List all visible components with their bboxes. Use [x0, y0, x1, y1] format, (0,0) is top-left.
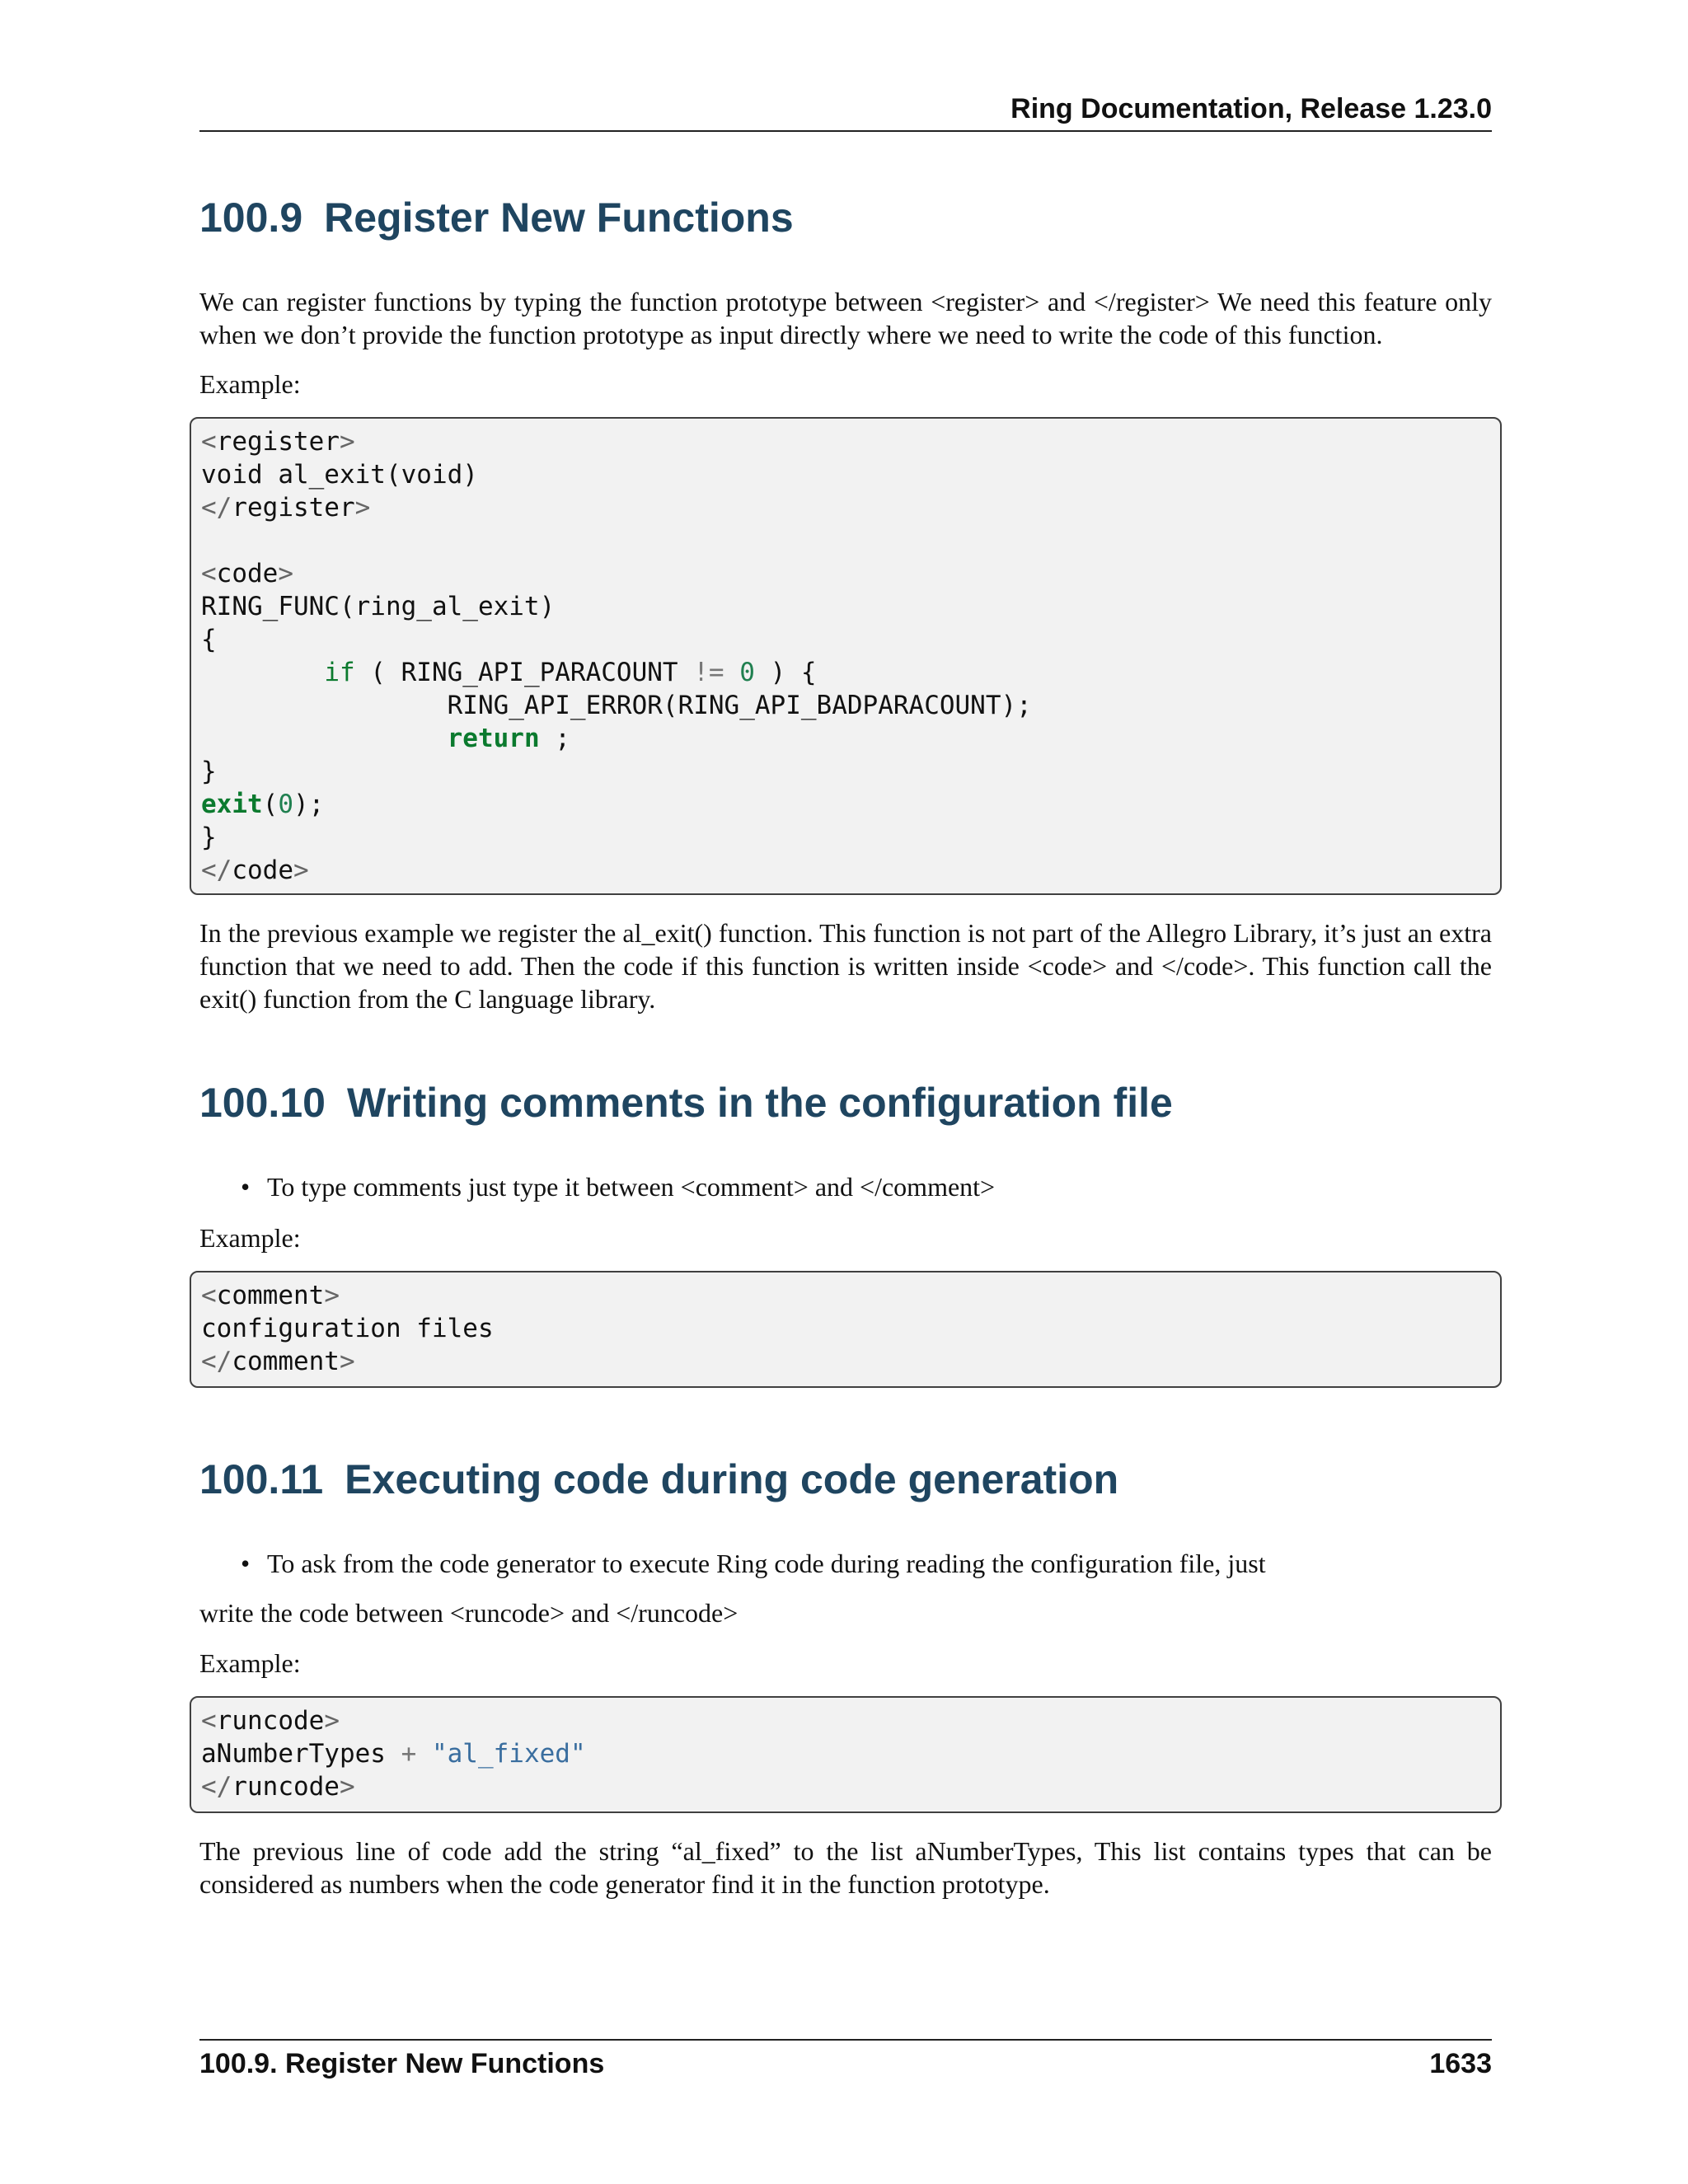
code-tag: register [216, 427, 340, 457]
code-tag: register [232, 493, 355, 523]
code-block-runcode [190, 1696, 1502, 1813]
code-line: exit(0); [201, 790, 325, 819]
footer-section-title: 100.9. Register New Functions [199, 2048, 605, 2079]
code-line: RING_API_ERROR(RING_API_BADPARACOUNT); [201, 691, 1032, 720]
bullet-text: To ask from the code generator to execute Ring code during reading the configuration file, just [267, 1549, 1266, 1578]
running-header: Ring Documentation, Release 1.23.0 [1010, 93, 1492, 124]
section-number: 100.9 [199, 194, 303, 241]
document-page [199, 0, 1492, 2184]
code-line: <runcode> [201, 1706, 340, 1736]
section-title: Register New Functions [324, 194, 794, 241]
code-line: </code> [201, 855, 309, 885]
section-heading-100-10 [199, 1076, 1173, 1129]
code-line: if ( RING_API_PARACOUNT != 0 ) { [324, 658, 817, 687]
code-tag: runcode [232, 1772, 340, 1802]
section-title: Writing comments in the configuration file [346, 1080, 1173, 1126]
intro-paragraph: We can register functions by typing the function prototype between <register> and </register> We need this feature only when we don’t provide the function prototype as input directly where we need to write the code of this function. [199, 287, 1492, 349]
code-tag: code [232, 855, 293, 885]
example-label: Example: [199, 369, 301, 399]
code-line: aNumberTypes + "al_fixed" [201, 1739, 586, 1769]
section-heading-100-9 [199, 191, 794, 244]
header-rule [199, 130, 1492, 132]
code-line: <comment> [201, 1281, 340, 1310]
code-line: </runcode> [201, 1772, 355, 1802]
page-number: 1633 [1429, 2048, 1492, 2079]
code-block-register [190, 417, 1502, 895]
explanation-paragraph: In the previous example we register the al_exit() function. This function is not part of the Allegro Library, it’s just an extra function that we need to add. Then the code if this function is written inside <code> and </code>. This function call the exit() function from the C language library. [199, 918, 1492, 1014]
code-line: return ; [447, 724, 570, 753]
code-line: void al_exit(void) [201, 460, 478, 490]
code-tag: comment [216, 1281, 325, 1310]
code-tag: code [216, 559, 279, 588]
code-line: <register> [201, 427, 355, 457]
example-label: Example: [199, 1648, 301, 1678]
code-line: <code> [201, 559, 293, 588]
bullet-icon: • [241, 1172, 251, 1202]
code-line: </register> [201, 493, 371, 523]
code-line: } [201, 757, 217, 786]
example-label: Example: [199, 1223, 301, 1253]
continuation-paragraph: write the code between <runcode> and </runcode> [199, 1598, 738, 1628]
section-title: Executing code during code generation [345, 1456, 1119, 1502]
code-block-comment [190, 1271, 1502, 1388]
code-line: { [201, 625, 217, 654]
section-number: 100.11 [199, 1456, 324, 1502]
code-tag: runcode [216, 1706, 325, 1736]
bullet-item [241, 1547, 1266, 1580]
section-number: 100.10 [199, 1080, 326, 1126]
code-line: RING_FUNC(ring_al_exit) [201, 592, 556, 621]
code-line: } [201, 823, 217, 852]
footer-rule [199, 2039, 1492, 2041]
bullet-text: To type comments just type it between <comment> and </comment> [267, 1172, 996, 1202]
code-line: </comment> [201, 1347, 355, 1376]
section-heading-100-11 [199, 1453, 1118, 1506]
code-tag: comment [232, 1347, 340, 1376]
closing-paragraph: The previous line of code add the string “al_fixed” to the list aNumberTypes, This list contains types that can be considered as numbers when the code generator find it in the function prototype. [199, 1836, 1492, 1899]
code-line-blank [201, 524, 1500, 557]
bullet-icon: • [241, 1549, 251, 1578]
code-line: configuration files [201, 1314, 494, 1343]
bullet-item [241, 1170, 995, 1203]
